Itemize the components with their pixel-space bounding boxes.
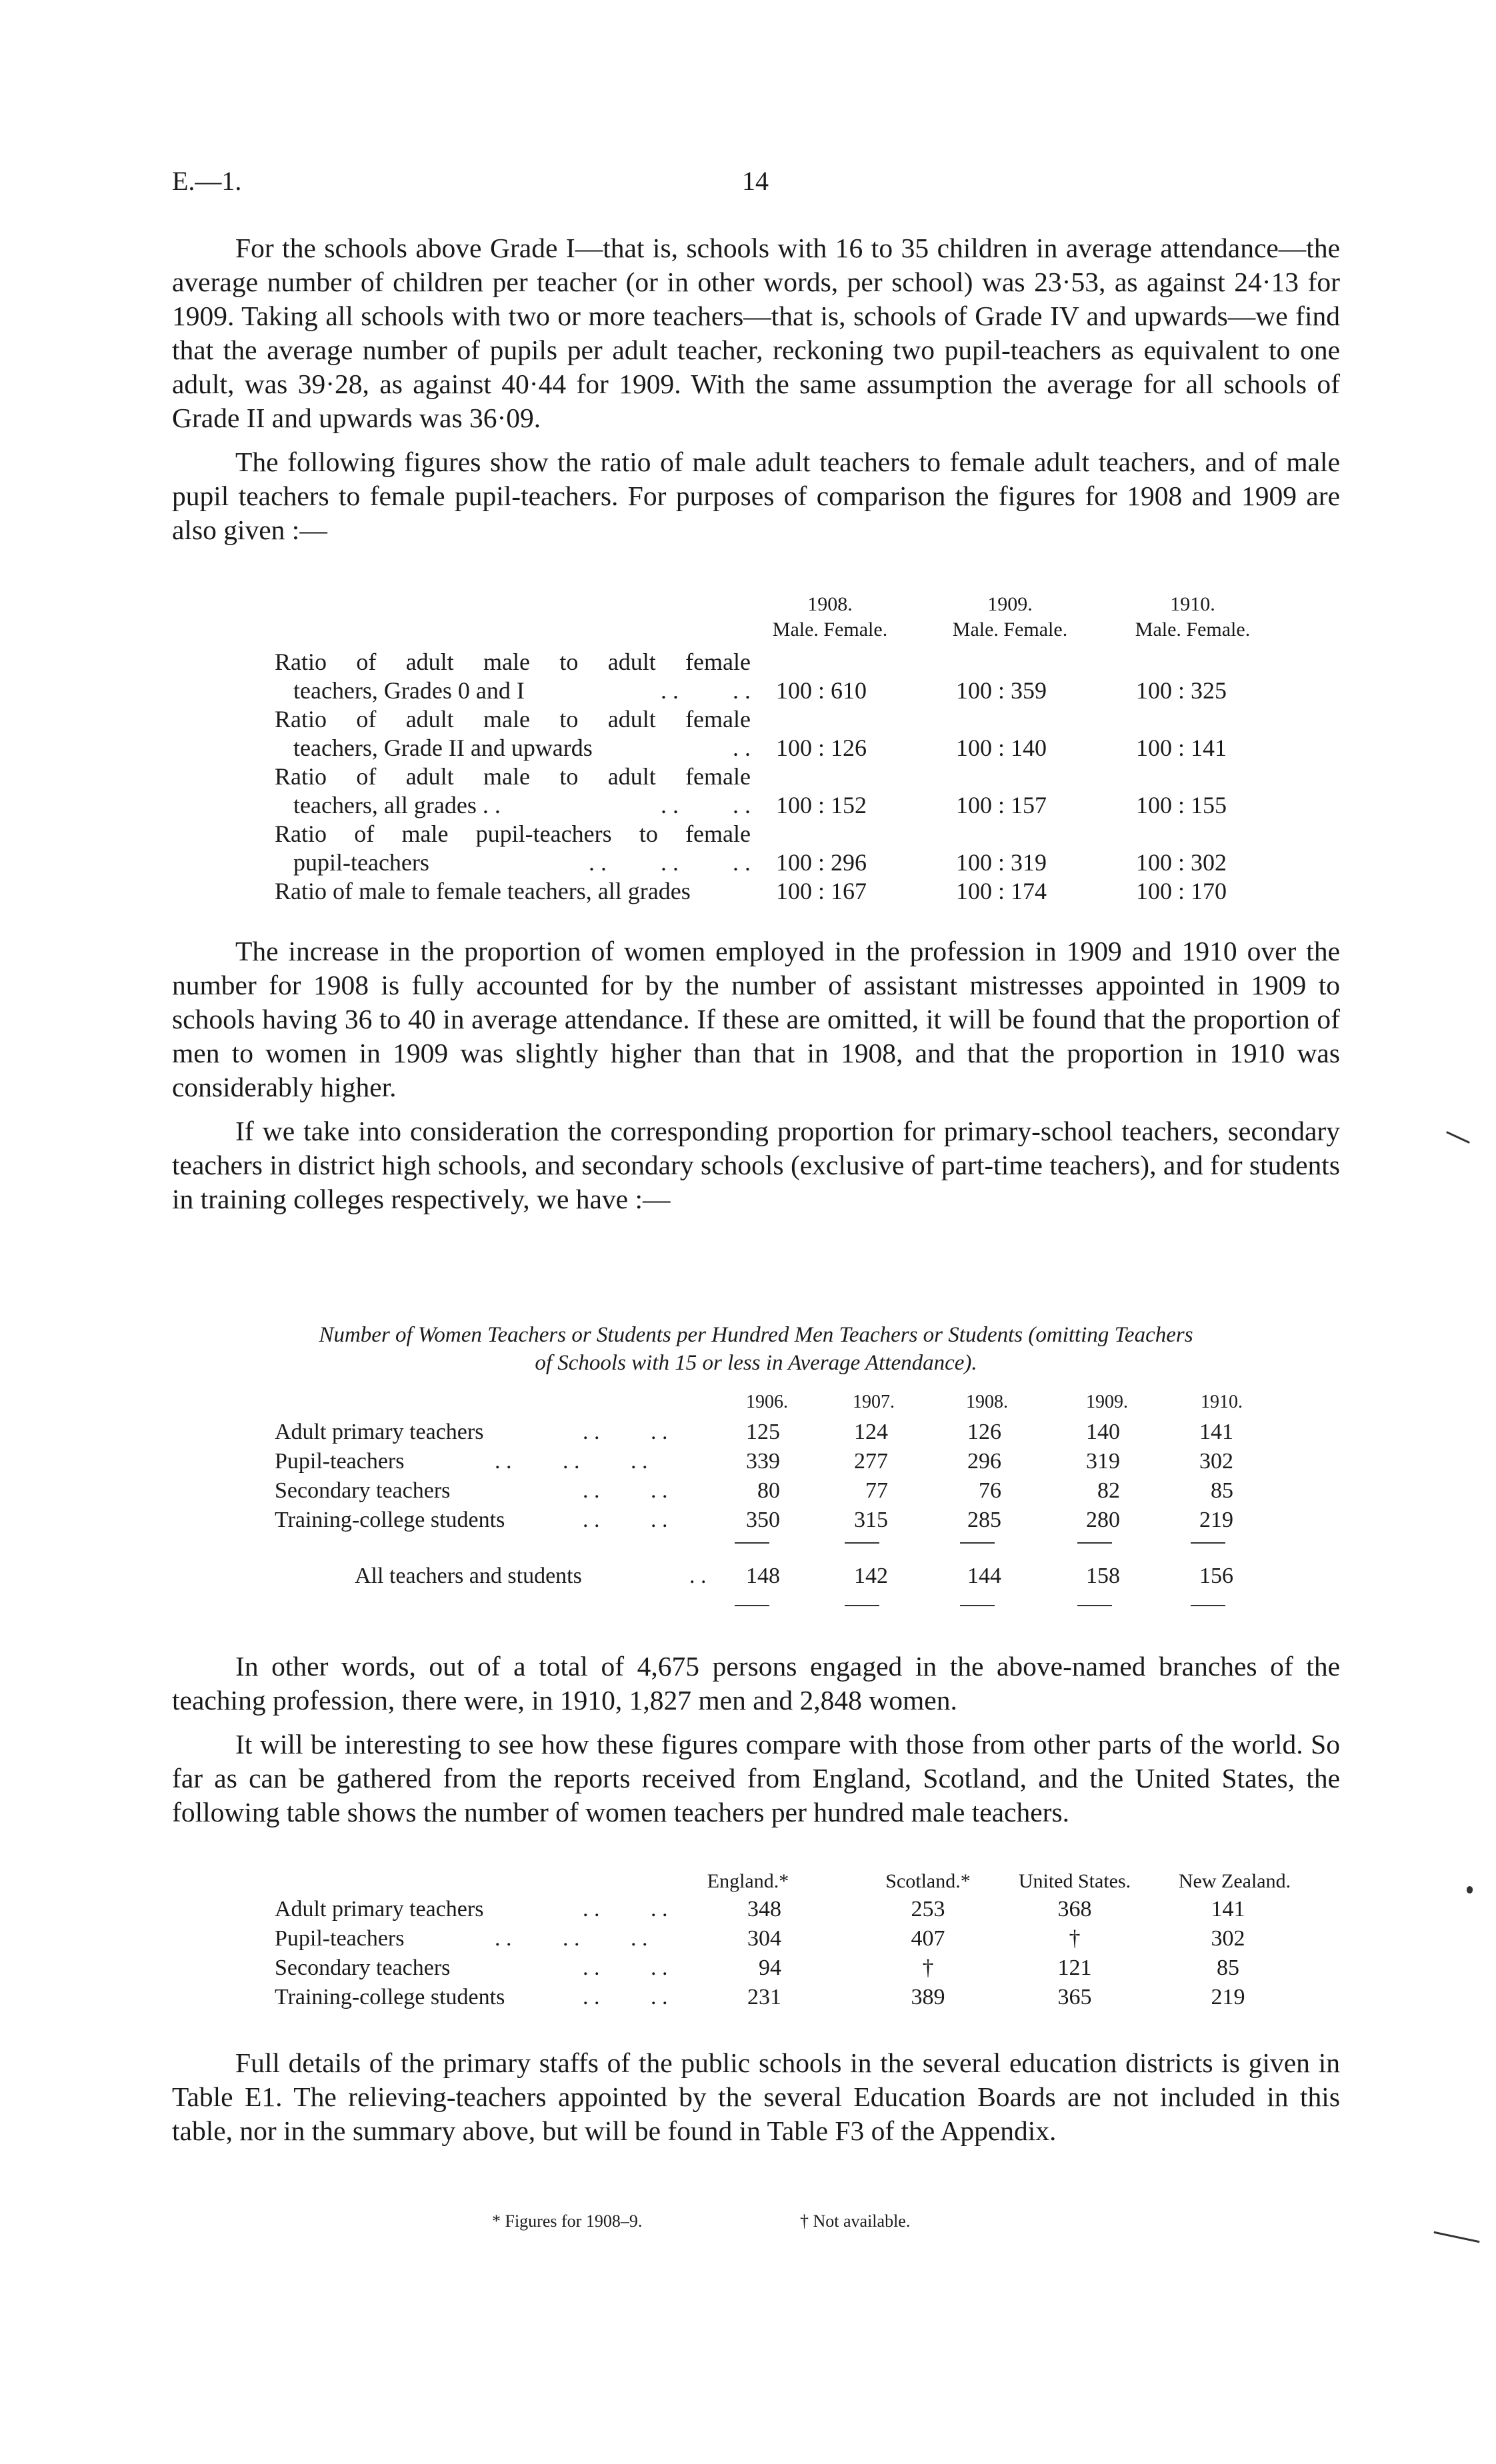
paragraph-world-comparison: It will be interesting to see how these figures compare with those from other parts of the world. So far as can be gathered from the reports received from England, Scotland, and the United States, the following table shows the number of women teachers per hundred male teachers. <box>172 1729 1340 1828</box>
comparison-section <box>172 1650 1340 1840</box>
paragraph-consideration: If we take into consideration the corresponding proportion for primary-school teachers, secondary teachers in district high schools, and secondary schools (exclusive of part-time teachers), and for students in training colleges respectively, we have :— <box>172 1116 1340 1214</box>
cell-value: 302 <box>1199 1449 1233 1474</box>
ratio-value: 100 : 610 <box>776 677 867 704</box>
row-label: Secondary teachers <box>275 1478 451 1503</box>
ratio-value: 100 : 126 <box>776 734 867 761</box>
col-scotland: Scotland.* <box>885 1870 971 1892</box>
scan-smudge <box>1446 1131 1470 1144</box>
ratio-year-1909: 1909. <box>987 593 1033 615</box>
ratio-value: 100 : 319 <box>956 849 1047 876</box>
cell-value: 389 <box>911 1985 945 2009</box>
cell-value: 80 <box>757 1478 780 1503</box>
total-rule <box>960 1605 995 1606</box>
cell-value: 319 <box>1086 1449 1120 1474</box>
ratio-sub-1909: Male. Female. <box>952 618 1068 640</box>
row-label: Adult primary teachers <box>275 1420 484 1444</box>
document-reference: E.—1. <box>172 166 242 196</box>
cell-value: 339 <box>746 1449 780 1474</box>
world-comparison-table <box>275 1870 1315 2023</box>
total-rule <box>1077 1605 1112 1606</box>
women-table-caption <box>172 1321 1340 1377</box>
cell-value: 125 <box>746 1420 780 1444</box>
women-teachers-table <box>275 1392 1275 1632</box>
ratio-row-label: Ratio of adult male to adult female <box>275 648 751 675</box>
total-label: All teachers and students <box>355 1564 582 1588</box>
cell-value: 315 <box>854 1508 888 1532</box>
cell-value: † <box>922 1955 934 1980</box>
cell-value: 350 <box>746 1508 780 1532</box>
ratio-value: 100 : 140 <box>956 734 1047 761</box>
paragraph-proportion-increase: The increase in the proportion of women employed in the profession in 1909 and 1910 over the number for 1908 is fully accounted for by the number of assistant mistresses appointed in 1909 to schools having 36 to 40 in average attendance. If these are omitted, it will be found that the proportion of men to women in 1909 was slightly higher than that in 1908, and that the proportion in 1910 was considerably higher. <box>172 936 1340 1102</box>
paragraph-totals: In other words, out of a total of 4,675 persons engaged in the above-named branches of the teaching profession, there were, in 1910, 1,827 men and 2,848 women. <box>172 1651 1340 1716</box>
total-value: 156 <box>1199 1564 1233 1588</box>
row-label: Training-college students <box>275 1508 505 1532</box>
ratio-value: 100 : 152 <box>776 792 867 818</box>
paragraph-ratio-intro: The following figures show the ratio of male adult teachers to female adult teachers, and of male pupil teachers to female pupil-teachers. For purposes of comparison the figures for 1908 and 1909 are also given :— <box>172 447 1340 545</box>
row-leader-dots: . . . . <box>583 1478 668 1503</box>
page-number: 14 <box>742 166 769 196</box>
closing-section <box>172 2046 1340 2158</box>
caption-line-1: Number of Women Teachers or Students per Hundred Men Teachers or Students (omitting Teachers <box>319 1323 1193 1347</box>
cell-value: 76 <box>979 1478 1001 1503</box>
sum-rule <box>845 1542 879 1544</box>
cell-value: 407 <box>911 1926 945 1951</box>
cell-value: 85 <box>1211 1478 1233 1503</box>
ratio-row-label: Ratio of male to female teachers, all grades <box>275 878 691 904</box>
scan-speck <box>1467 1886 1473 1893</box>
ratio-value: 100 : 174 <box>956 878 1047 904</box>
row-leader-dots: . . . . . . <box>495 1926 648 1951</box>
row-label: Pupil-teachers <box>275 1449 405 1474</box>
cell-value: 365 <box>1057 1985 1092 2009</box>
paragraph-teacher-averages: For the schools above Grade I—that is, schools with 16 to 35 children in average attendance—the average number of children per teacher (or in other words, per school) was 23·53, as against 24·13 for 1909. Taking all schools with two or more teachers—that is, schools of Grade IV and upwards—we find that the average number of pupils per adult teacher, reckoning two pupil-teachers as equivalent to one adult, was 39·28, as against 40·44 for 1909. With the same assumption the average for all schools of Grade II and upwards was 36·09. <box>172 233 1340 433</box>
ratio-row-label-cont: pupil-teachers . . . . . . <box>293 849 751 876</box>
table-total-row <box>275 1564 1275 1593</box>
col-new-zealand: New Zealand. <box>1178 1870 1291 1892</box>
total-value: 142 <box>854 1564 888 1588</box>
ratio-row-label: Ratio of adult male to adult female <box>275 706 751 732</box>
cell-value: 302 <box>1211 1926 1245 1951</box>
cell-value: 82 <box>1097 1478 1120 1503</box>
proportion-section <box>172 934 1340 1226</box>
cell-value: 219 <box>1211 1985 1245 2009</box>
total-value: 144 <box>967 1564 1001 1588</box>
sum-rule <box>1077 1542 1112 1544</box>
col-year-1906: 1906. <box>746 1392 788 1412</box>
ratio-value: 100 : 141 <box>1136 734 1227 761</box>
row-label: Pupil-teachers <box>275 1926 405 1951</box>
cell-value: 77 <box>865 1478 888 1503</box>
cell-value: 124 <box>854 1420 888 1444</box>
col-year-1909: 1909. <box>1086 1392 1128 1412</box>
ratio-year-1908: 1908. <box>807 593 853 615</box>
col-england: England.* <box>707 1870 789 1892</box>
ratio-value: 100 : 302 <box>1136 849 1227 876</box>
table-row <box>275 1420 1275 1449</box>
cell-value: 280 <box>1086 1508 1120 1532</box>
ratio-row-label: Ratio of adult male to adult female <box>275 763 751 790</box>
sum-rule <box>735 1542 769 1544</box>
ratio-value: 100 : 359 <box>956 677 1047 704</box>
table-row <box>275 1985 1315 2014</box>
cell-value: 141 <box>1211 1897 1245 1921</box>
cell-value: 231 <box>747 1985 781 2009</box>
ratio-sub-1910: Male. Female. <box>1135 618 1251 640</box>
ratio-value: 100 : 296 <box>776 849 867 876</box>
caption-line-2: of Schools with 15 or less in Average Attendance). <box>535 1351 977 1375</box>
cell-value: 140 <box>1086 1420 1120 1444</box>
cell-value: 141 <box>1199 1420 1233 1444</box>
cell-value: 348 <box>747 1897 781 1921</box>
ratio-row-label-cont: teachers, Grades 0 and I . . . . <box>293 677 751 704</box>
row-leader-dots: . . . . . . <box>495 1449 648 1474</box>
cell-value: 219 <box>1199 1508 1233 1532</box>
ratio-value: 100 : 170 <box>1136 878 1227 904</box>
total-rule <box>845 1605 879 1606</box>
row-label: Adult primary teachers <box>275 1897 484 1921</box>
ratio-value: 100 : 157 <box>956 792 1047 818</box>
paragraph-full-details: Full details of the primary staffs of the public schools in the several education districts is given in Table E1. The relieving-teachers appointed by the several Education Boards are not included in this table, nor in the summary above, but will be found in Table F3 of the Appendix. <box>172 2047 1340 2146</box>
ratio-value: 100 : 325 <box>1136 677 1227 704</box>
cell-value: 85 <box>1217 1955 1239 1980</box>
sum-rule <box>1191 1542 1225 1544</box>
row-leader-dots: . . . . <box>583 1897 668 1921</box>
total-rule <box>735 1605 769 1606</box>
ratio-row-label-cont: teachers, Grade II and upwards . . <box>293 734 751 761</box>
cell-value: 304 <box>747 1926 781 1951</box>
row-leader-dots: . . . . <box>583 1955 668 1980</box>
row-leader-dots: . . . . <box>583 1985 668 2009</box>
intro-section <box>172 231 1340 557</box>
page-header <box>172 165 1339 205</box>
cell-value: 94 <box>759 1955 781 1980</box>
table-row <box>275 1926 1315 1955</box>
total-value: 158 <box>1086 1564 1120 1588</box>
row-label: Training-college students <box>275 1985 505 2009</box>
cell-value: 253 <box>911 1897 945 1921</box>
footnote-figures: * Figures for 1908–9. <box>492 2211 643 2231</box>
table-row <box>275 1508 1275 1537</box>
row-leader-dots: . . . . <box>583 1420 668 1444</box>
ratio-value: 100 : 155 <box>1136 792 1227 818</box>
cell-value: 296 <box>967 1449 1001 1474</box>
table-row <box>275 1897 1315 1926</box>
cell-value: † <box>1069 1926 1081 1951</box>
total-leader-dots: . . <box>689 1564 707 1588</box>
col-united-states: United States. <box>1018 1870 1131 1892</box>
row-label: Secondary teachers <box>275 1955 451 1980</box>
cell-value: 368 <box>1057 1897 1092 1921</box>
ratio-year-1910: 1910. <box>1170 593 1215 615</box>
col-year-1908: 1908. <box>966 1392 1008 1412</box>
cell-value: 285 <box>967 1508 1001 1532</box>
row-leader-dots: . . . . <box>583 1508 668 1532</box>
total-rule <box>1191 1605 1225 1606</box>
cell-value: 126 <box>967 1420 1001 1444</box>
sum-rule <box>960 1542 995 1544</box>
table-row <box>275 1449 1275 1478</box>
ratio-row-label: Ratio of male pupil-teachers to female <box>275 820 751 847</box>
cell-value: 121 <box>1057 1955 1092 1980</box>
footnote-not-available: † Not available. <box>800 2211 911 2231</box>
ratio-value: 100 : 167 <box>776 878 867 904</box>
ratio-row-label-cont: teachers, all grades . . . . . . <box>293 792 751 818</box>
scan-smudge <box>1433 2231 1479 2243</box>
table-row <box>275 1478 1275 1508</box>
col-year-1910: 1910. <box>1201 1392 1243 1412</box>
cell-value: 277 <box>854 1449 888 1474</box>
total-value: 148 <box>746 1564 780 1588</box>
col-year-1907: 1907. <box>853 1392 895 1412</box>
ratio-sub-1908: Male. Female. <box>772 618 888 640</box>
table-row <box>275 1955 1315 1985</box>
